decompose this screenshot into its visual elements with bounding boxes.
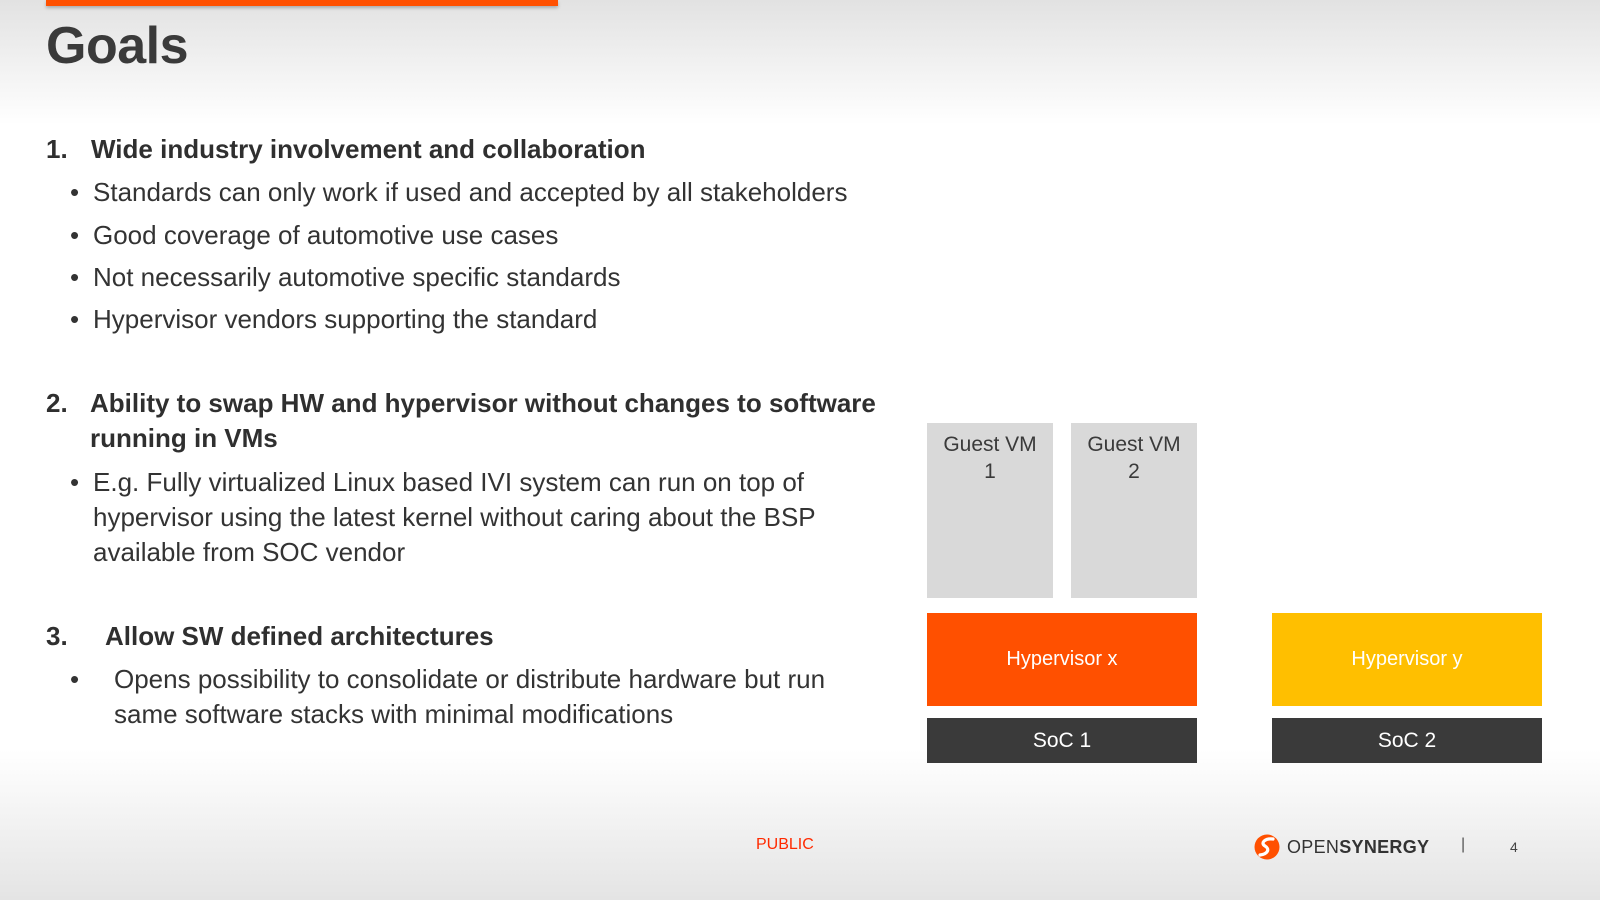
goal-2-text-line-1: Ability to swap HW and hypervisor without changes to software [90,388,876,418]
goal-1-bullet-1: • Standards can only work if used and accepted by all stakeholders [70,175,870,210]
accent-bar [46,0,558,6]
bullet-dot-icon: • [70,664,80,694]
bullet-dot-icon: • [70,304,80,334]
hypervisor-x-box: Hypervisor x [927,613,1197,706]
bullet-dot-icon: • [70,467,80,497]
bullet-dot-icon: • [70,177,80,207]
goal-2-heading [46,386,876,456]
goal-1-heading [46,132,876,167]
goal-1-text: Wide industry involvement and collaboration [91,134,646,164]
bullet-dot-icon: • [70,262,80,292]
logo-wordmark: OPENSYNERGY [1287,836,1430,857]
guest-vm-2-box: Guest VM 2 [1071,423,1197,598]
slide-title: Goals [46,17,188,75]
guest-vm-1-box: Guest VM 1 [927,423,1053,598]
classification-label: PUBLIC [756,836,814,853]
opensynergy-logo [1253,833,1429,861]
goal-3-text: Allow SW defined architectures [105,621,494,651]
goal-2-bullet-1: • E.g. Fully virtualized Linux based IVI system can run on top of hypervisor using the latest kernel without caring about the BSP available from SOC vendor [70,467,816,567]
bullet-dot-icon: • [70,220,80,250]
footer-separator: | [1461,836,1466,853]
goal-2-text-line-2: running in VMs [90,423,278,453]
goal-1-number: 1. [46,134,68,164]
page-number: 4 [1510,839,1518,855]
goal-1-bullet-2: • Good coverage of automotive use cases [70,218,870,253]
goal-1-bullet-4: • Hypervisor vendors supporting the standard [70,302,870,337]
hypervisor-y-box: Hypervisor y [1272,613,1542,706]
soc-1-box: SoC 1 [927,718,1197,763]
soc-2-box: SoC 2 [1272,718,1542,763]
goal-3-heading [46,619,876,654]
goal-3-number: 3. [46,621,68,651]
goal-3-bullet-1: • Opens possibility to consolidate or distribute hardware but run same software stacks with minimal modifications [70,664,826,729]
opensynergy-logo-icon [1253,833,1281,861]
goal-2-number: 2. [46,388,68,418]
goal-1-bullet-3: • Not necessarily automotive specific standards [70,260,870,295]
